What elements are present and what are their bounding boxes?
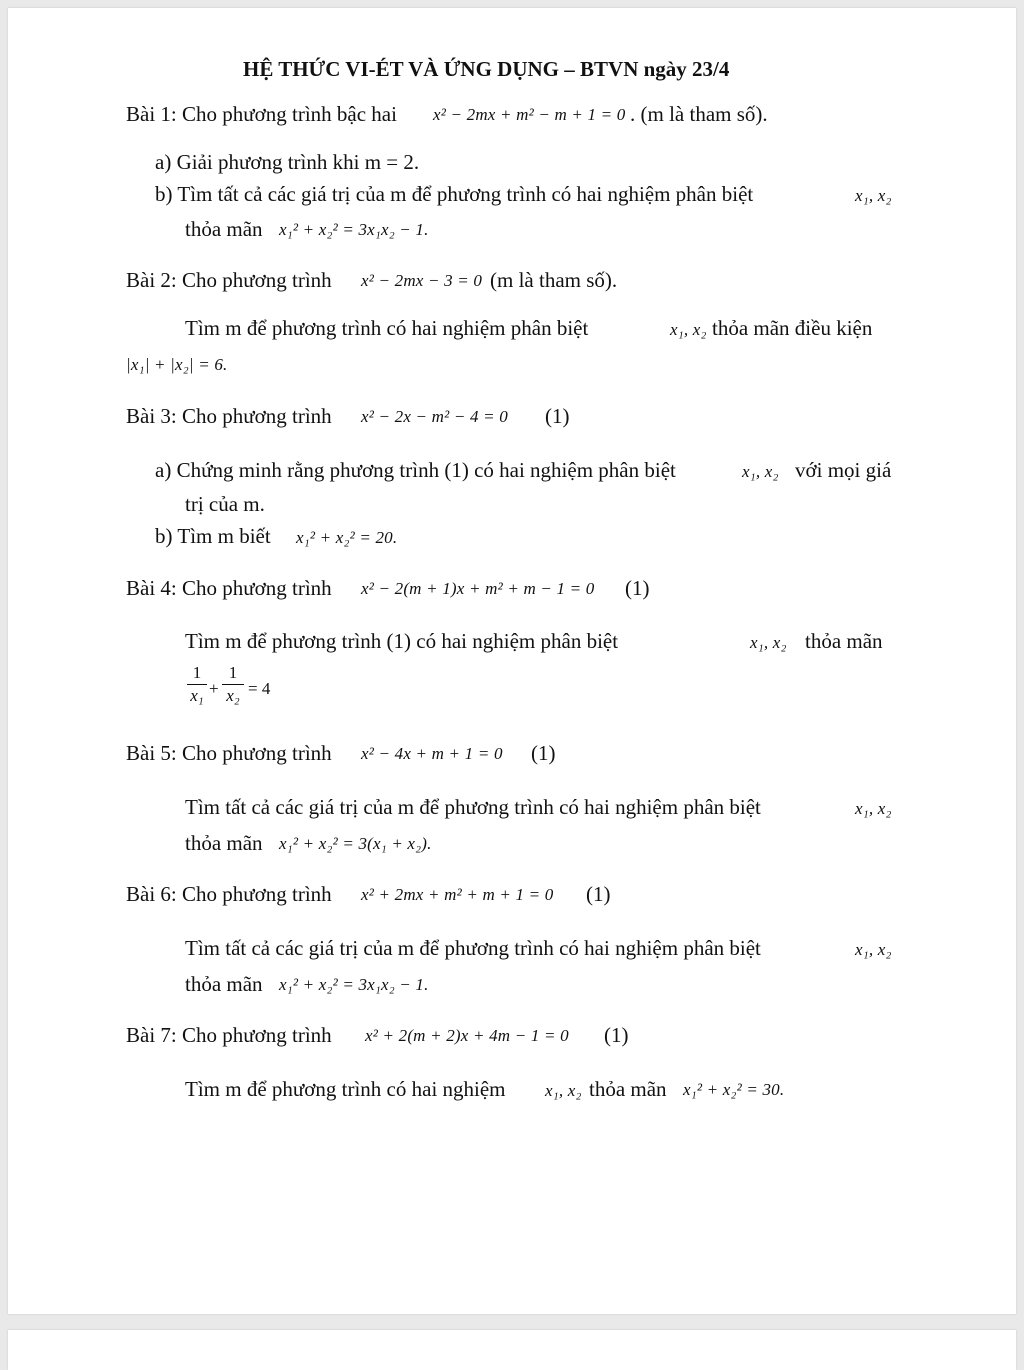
b3-equation: x² − 2x − m² − 4 = 0 [361,407,508,426]
fraction-bar [187,684,207,685]
b3-condition: x₁² + x₂² = 20. [296,528,398,547]
b6-roots: x₁, x₂ [855,940,892,959]
b5-equation: x² − 4x + m + 1 = 0 [361,744,503,763]
b4-f2-denominator: x₂ [226,686,240,705]
b5-condition: x₁² + x₂² = 3(x₁ + x₂). [279,834,432,853]
b5-label: Bài 5: Cho phương trình [126,741,332,765]
b4-f2-numerator: 1 [228,663,238,682]
next-page-edge [8,1330,1016,1370]
b7-line1-tail: thỏa mãn [589,1077,667,1101]
b4-equation: x² − 2(m + 1)x + m² + m − 1 = 0 [361,579,595,598]
b5-line1: Tìm tất cả các giá trị của m để phương trình có hai nghiệm phân biệt [185,795,761,819]
b4-line1-tail: thỏa mãn [805,629,883,653]
b3-part-a: a) Chứng minh rằng phương trình (1) có hai nghiệm phân biệt [155,458,676,482]
b2-equation: x² − 2mx − 3 = 0 [361,271,483,290]
b1-equation: x² − 2mx + m² − m + 1 = 0 [433,105,626,124]
b4-fraction-1 [187,663,207,706]
b2-condition: |x₁| + |x₂| = 6. [126,355,228,374]
b1-part-a: a) Giải phương trình khi m = 2. [155,150,420,174]
b1-part-b: b) Tìm tất cả các giá trị của m để phương trình có hai nghiệm phân biệt [155,182,754,206]
b4-f1-numerator: 1 [192,663,202,682]
b2-tail: (m là tham số). [490,268,618,292]
b1-part-b-cont: thỏa mãn [185,217,263,241]
b7-condition: x₁² + x₂² = 30. [683,1080,785,1099]
b5-roots: x₁, x₂ [855,799,892,818]
b6-line2: thỏa mãn [185,972,263,996]
b7-eq-number: (1) [604,1023,629,1047]
document-title: HỆ THỨC VI-ÉT VÀ ỨNG DỤNG – BTVN ngày 23/4 [243,57,730,81]
b4-label: Bài 4: Cho phương trình [126,576,332,600]
b2-label: Bài 2: Cho phương trình [126,268,332,292]
b6-eq-number: (1) [586,882,611,906]
b3-part-a-tail: với mọi giá [795,458,892,482]
b6-line1: Tìm tất cả các giá trị của m để phương trình có hai nghiệm phân biệt [185,936,761,960]
b2-line1: Tìm m để phương trình có hai nghiệm phân biệt [185,316,589,340]
b4-roots: x₁, x₂ [750,633,787,652]
b3-part-a-cont: trị của m. [185,492,265,516]
b2-line1-tail: thỏa mãn điều kiện [712,316,873,340]
b6-equation: x² + 2mx + m² + m + 1 = 0 [361,885,554,904]
b7-label: Bài 7: Cho phương trình [126,1023,332,1047]
b4-plus: + [209,679,219,698]
b4-eq-number: (1) [625,576,650,600]
b1-roots: x₁, x₂ [855,186,892,205]
b1-condition: x₁² + x₂² = 3x₁x₂ − 1. [279,220,429,239]
b5-line2: thỏa mãn [185,831,263,855]
b4-eq-tail: = 4 [248,679,271,698]
b7-equation: x² + 2(m + 2)x + 4m − 1 = 0 [365,1026,569,1045]
b1-tail: . (m là tham số). [630,102,768,126]
b6-condition: x₁² + x₂² = 3x₁x₂ − 1. [279,975,429,994]
b7-roots: x₁, x₂ [545,1081,582,1100]
b3-part-b: b) Tìm m biết [155,524,271,548]
fraction-bar [222,684,244,685]
b7-line1: Tìm m để phương trình có hai nghiệm [185,1077,506,1101]
b5-eq-number: (1) [531,741,556,765]
b3-label: Bài 3: Cho phương trình [126,404,332,428]
b4-line1: Tìm m để phương trình (1) có hai nghiệm phân biệt [185,629,619,653]
b4-fraction-2 [222,663,244,706]
b6-label: Bài 6: Cho phương trình [126,882,332,906]
b3-roots: x₁, x₂ [742,462,779,481]
b1-label: Bài 1: Cho phương trình bậc hai [126,102,397,126]
b4-f1-denominator: x₁ [190,686,204,705]
b3-eq-number: (1) [545,404,570,428]
b2-roots: x₁, x₂ [670,320,707,339]
